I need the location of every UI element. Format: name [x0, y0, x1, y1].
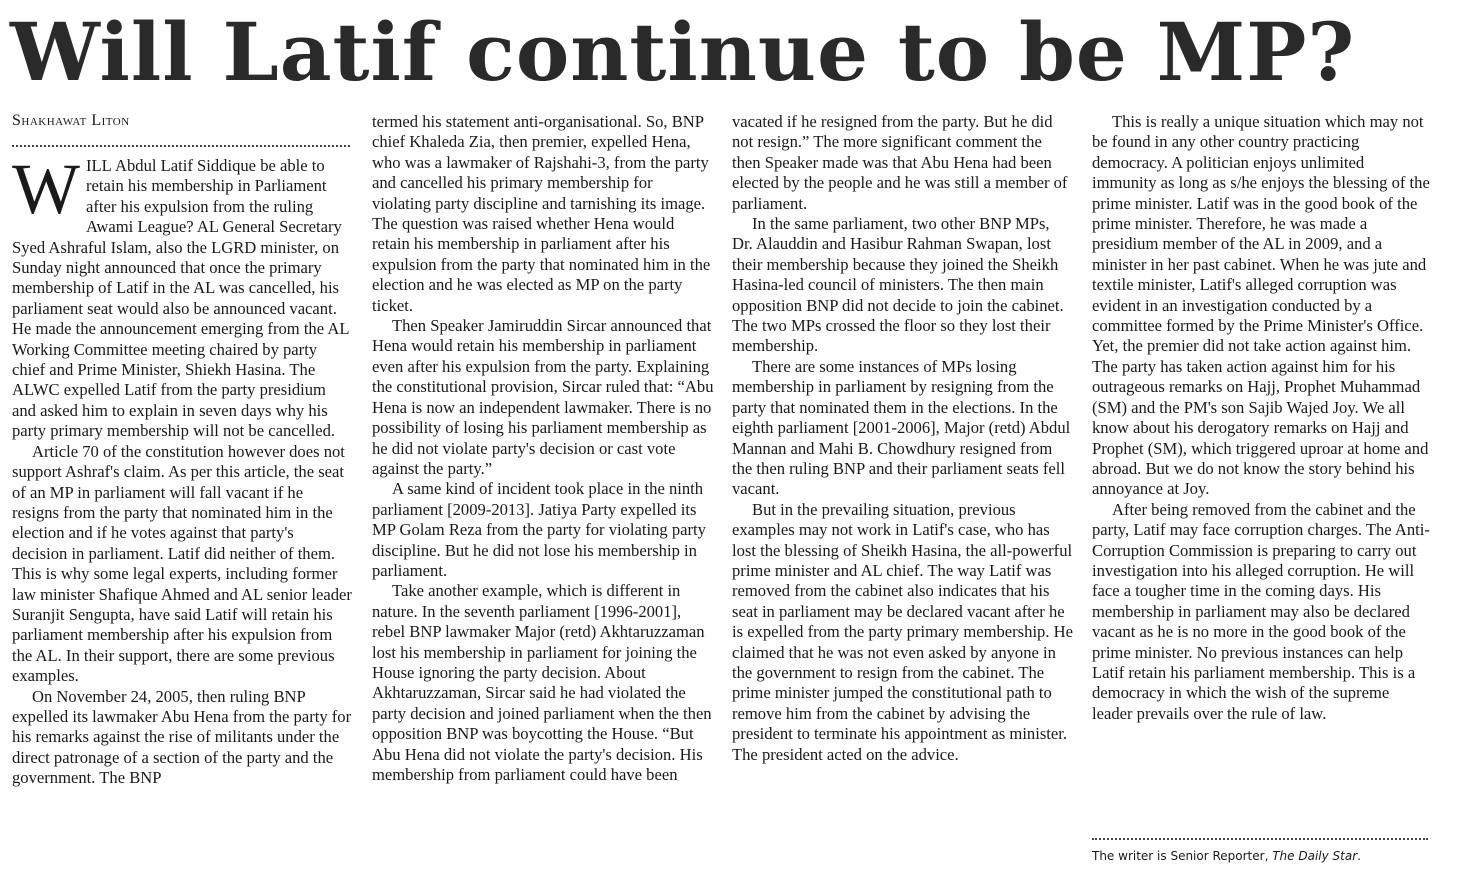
- writer-credit: The writer is Senior Reporter, The Daily Star.: [1092, 849, 1361, 863]
- byline: Shakhawat Liton: [12, 112, 130, 129]
- paragraph: vacated if he resigned from the party. But he did not resign.” The more significant comment the then Speaker made was that Abu Hena had been elected by the people and he was still a member of parliament.: [732, 112, 1068, 213]
- paragraph: A same kind of incident took place in the ninth parliament [2009-2013]. Jatiya Party expelled its MP Golam Reza from the party for violating party discipline. But he did not lose his membership in parliament.: [372, 479, 706, 580]
- article-column-1: [12, 149, 352, 789]
- paragraph: Article 70 of the constitution however does not support Ashraf's claim. As per this article, the seat of an MP in parliament will fall vacant if he resigns from the party that nominated him in the election and if he votes against that party's decision in parliament. Latif did neither of them. This is why some legal experts, including former law minister Shafique Ahmed and AL senior leader Suranjit Sengupta, have said Latif will retain his parliament membership after his expulsion from the AL. In their support, there are some previous examples.: [12, 441, 352, 686]
- paragraph: On November 24, 2005, then ruling BNP expelled its lawmaker Abu Hena from the party for his remarks against the rise of militants under the direct patronage of a section of the party and the government. The BNP: [12, 686, 352, 788]
- publication-name: The Daily Star: [1272, 849, 1358, 863]
- paragraph: After being removed from the cabinet and the party, Latif may face corruption charges. The Anti-Corruption Commission is preparing to carry out investigation into his alleged corruption. He will face a tougher time in the coming days. His membership in parliament may also be declared vacant as he is no more in the good book of the prime minister. No previous instances can help Latif retain his parliament membership. This is a democracy in which the wish of the supreme leader prevails over the rule of law.: [1092, 499, 1430, 723]
- article-column-2: [372, 112, 714, 785]
- paragraph: This is really a unique situation which may not be found in any other country practicing democracy. A politician enjoys unlimited immunity as long as s/he enjoys the blessing of the prime minister. Latif was in the good book of the prime minister. Therefore, he was made a presidium member of the AL in 2009, and a minister in her past cabinet. When he was jute and textile minister, Latif's alleged corruption was evident in an investigation conducted by a committee formed by the Prime Minister's Office. Yet, the premier did not take action against him. The party has taken action against him for his outrageous remarks on Hajj, Prophet Muhammad (SM) and the PM's son Sajib Wajed Joy. We all know about his derogatory remarks on Hajj and Prophet (SM), which triggered uproar at home and abroad. But we do not know the story behind his annoyance at Joy.: [1092, 112, 1430, 499]
- paragraph: In the same parliament, two other BNP MPs, Dr. Alauddin and Hasibur Rahman Swapan, lost their membership because they joined the Sheikh Hasina-led council of ministers. The then main opposition BNP did not decide to join the cabinet. The two MPs crossed the floor so they lost their membership.: [732, 214, 1064, 356]
- paragraph: Then Speaker Jamiruddin Sircar announced that Hena would retain his membership in parliament even after his expulsion from the party. Explaining the constitutional provision, Sircar ruled that: “Abu Hena is now an independent lawmaker. There is no possibility of losing his parliament membership as he did not violate party's decision or cast vote against the party.”: [372, 316, 714, 478]
- headline: Will Latif continue to be MP?: [10, 5, 1356, 99]
- drop-cap: W: [12, 149, 80, 229]
- paragraph: But in the prevailing situation, previous examples may not work in Latif's case, who has lost the blessing of Sheikh Hasina, the all-powerful prime minister and AL chief. The way Latif was removed from the cabinet also indicates that his seat in parliament may be declared vacant after he is expelled from the party primary membership. He claimed that he was not even asked by anyone in the government to resign from the cabinet. The prime minister jumped the constitutional path to remove him from the cabinet by advising the president to terminate his appointment as minister. The president acted on the advice.: [732, 499, 1073, 764]
- paragraph: termed his statement anti-organisational. So, BNP chief Khaleda Zia, then premier, expelled Hena, who was a lawmaker of Rajshahi-3, from the party and cancelled his primary membership for violating party discipline and tarnishing its image. The question was raised whether Hena would retain his membership in parliament after his expulsion from the party that nominated him in the election and he was elected as MP on the party ticket.: [372, 112, 711, 315]
- article-column-3: [732, 112, 1074, 765]
- paragraph: There are some instances of MPs losing membership in parliament by resigning from the party that nominated them in the elections. In the eighth parliament [2001-2006], Major (retd) Abdul Mannan and Mahi B. Chowdhury resigned from the then ruling BNP and their parliament seats fell vacant.: [732, 356, 1071, 499]
- lead-paragraph: WILL Abdul Latif Siddique be able to retain his membership in Parliament after his expulsion from the ruling Awami League? AL General Secretary Syed Ashraful Islam, also the LGRD minister, on Sunday night announced that once the primary membership of Latif in the AL was cancelled, his parliament seat would also be announced vacant. He made the announcement emerging from the AL Working Committee meeting chaired by party chief and Prime Minister, Shiekh Hasina. The ALWC expelled Latif from the party presidium and asked him to explain in seven days why his party primary membership will not be cancelled.: [12, 149, 349, 441]
- byline-divider: [12, 145, 350, 147]
- credit-divider: [1092, 838, 1428, 840]
- paragraph: Take another example, which is different in nature. In the seventh parliament [1996-2001], rebel BNP lawmaker Major (retd) Akhtaruzzaman lost his membership in parliament for joining the House ignoring the party decision. About Akhtaruzzaman, Sircar said he had violated the party decision and joined parliament when the then opposition BNP was boycotting the House. “But Abu Hena did not violate the party's decision. His membership from parliament could have been: [372, 581, 712, 784]
- article-column-4: [1092, 112, 1432, 724]
- lead-caps: ILL: [85, 156, 112, 175]
